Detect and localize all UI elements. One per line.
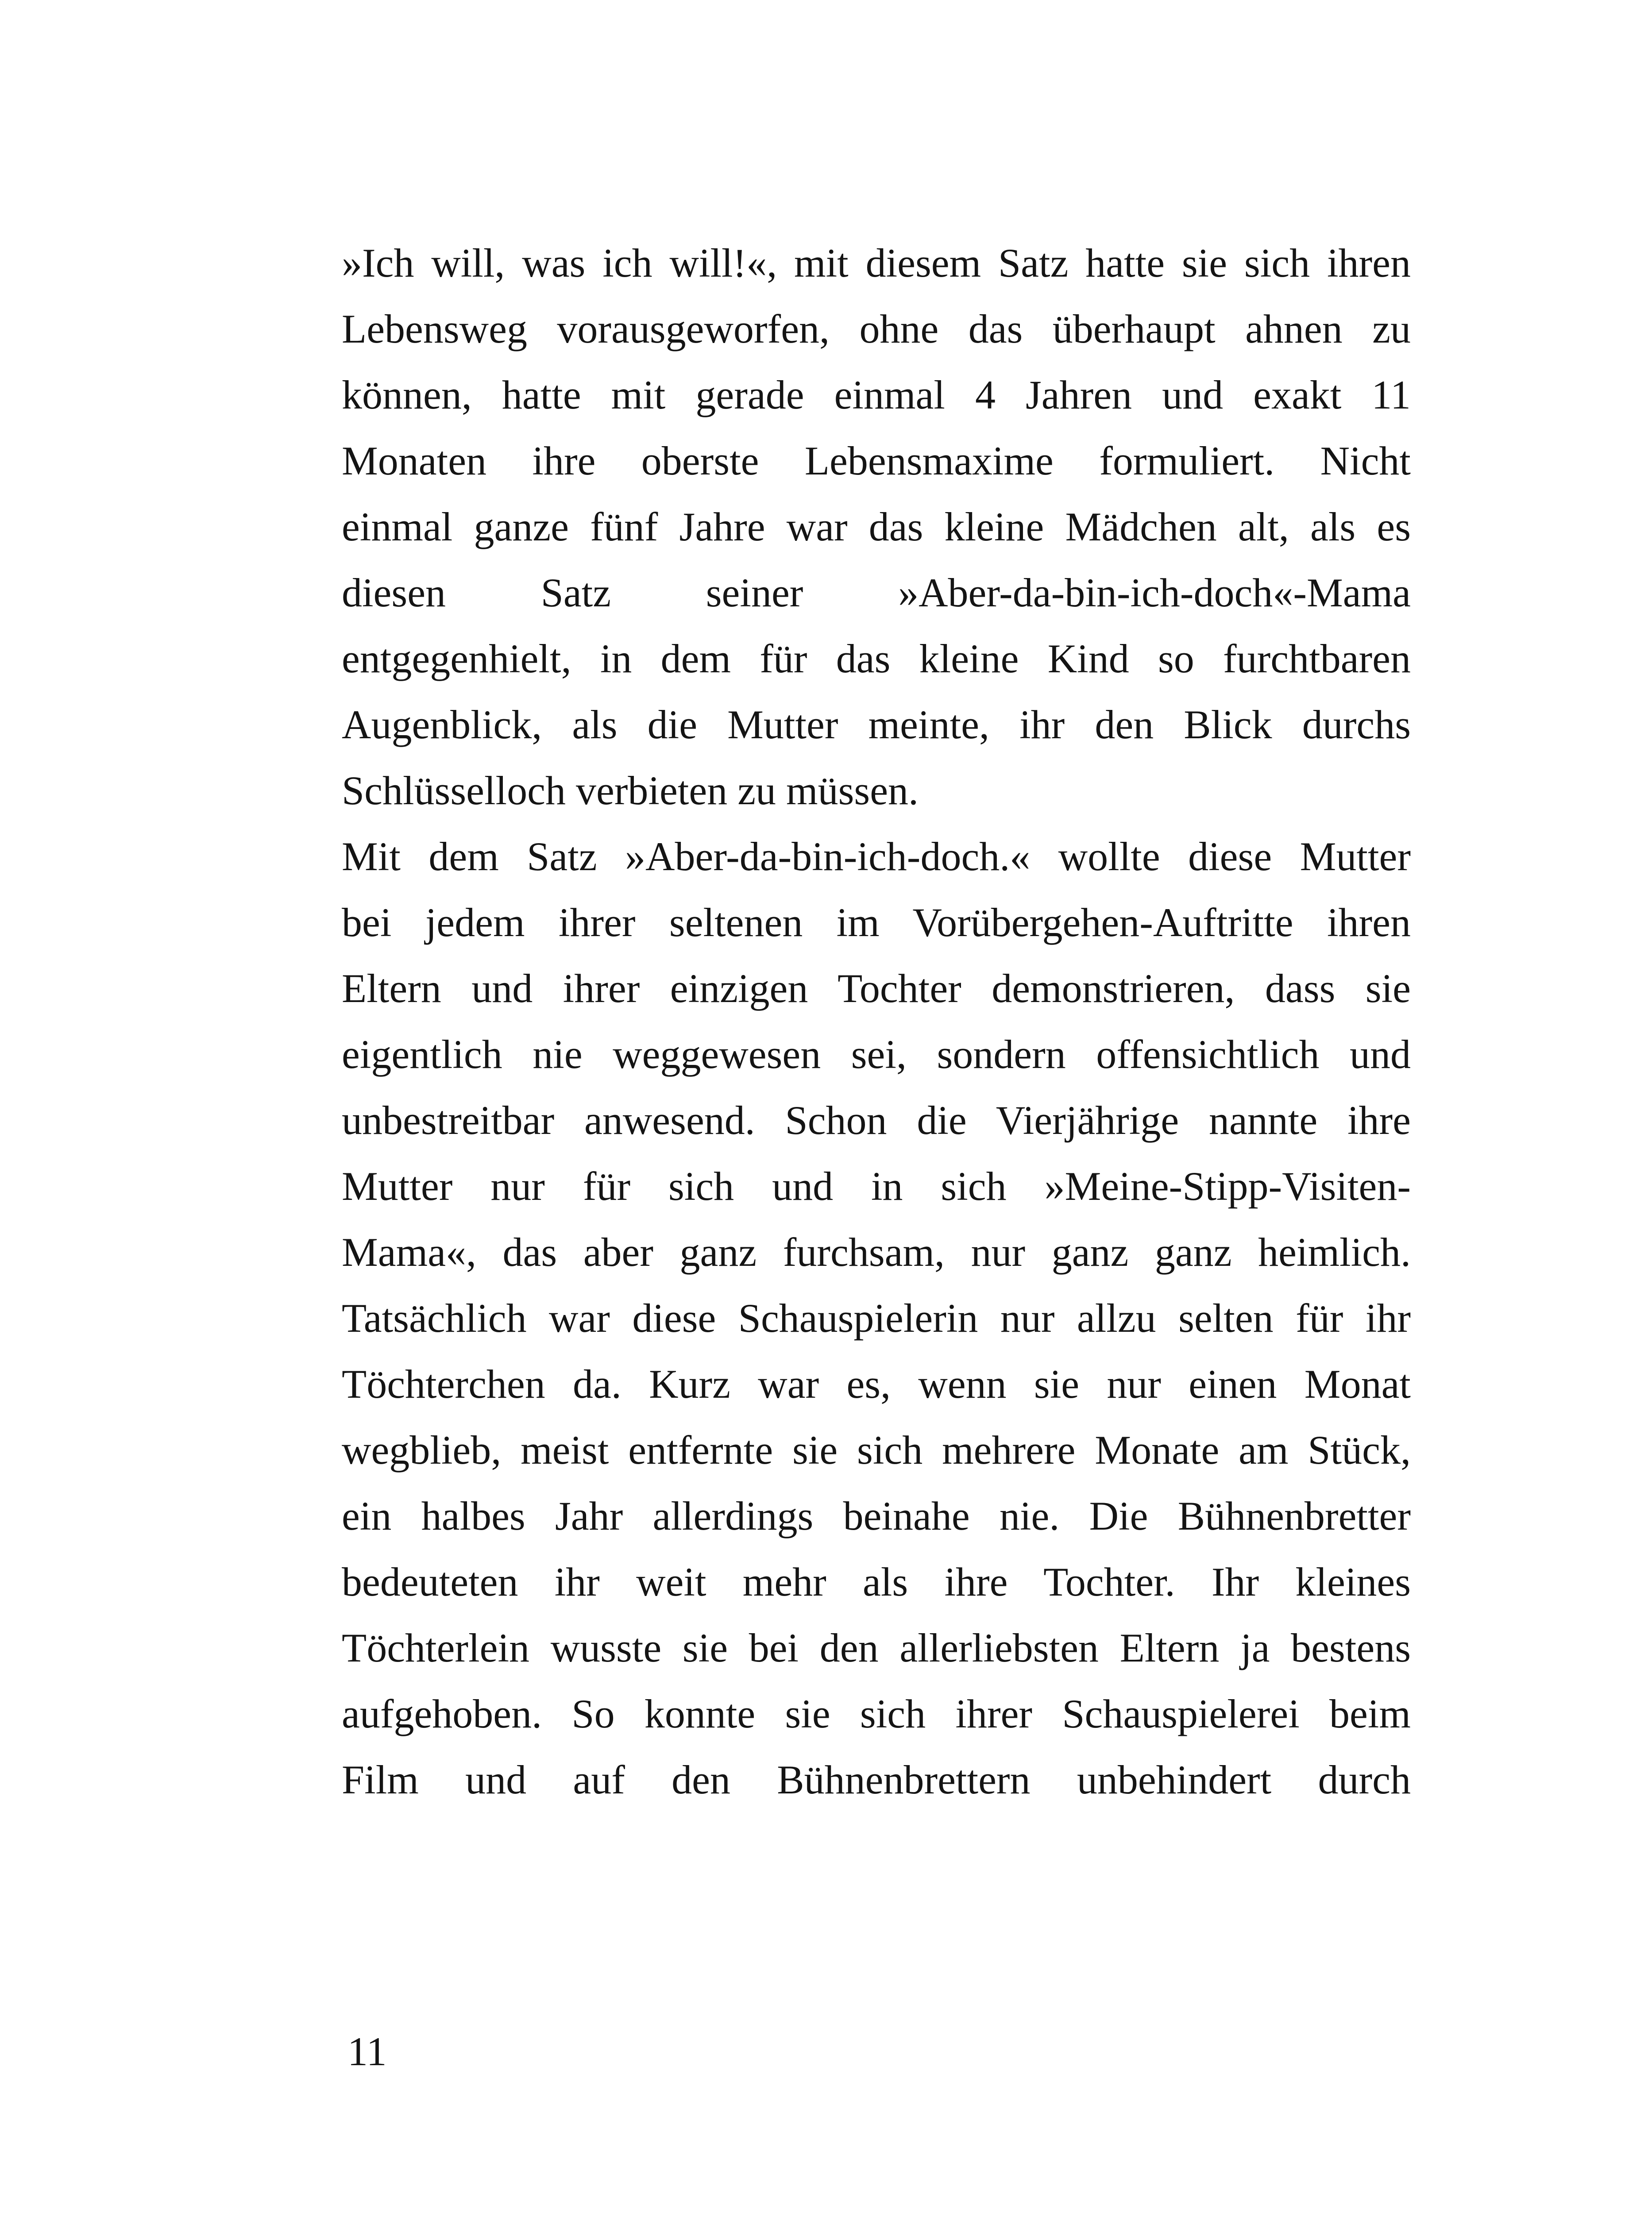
text-line: Monaten ihre oberste Lebensmaxime formuliert. Nicht xyxy=(342,438,1411,483)
text-line: einmal ganze fünf Jahre war das kleine Mädchen alt, als es xyxy=(342,504,1411,549)
body-text xyxy=(342,230,1411,1813)
text-line: Töchterchen da. Kurz war es, wenn sie nur einen Monat xyxy=(342,1361,1411,1407)
text-line: Schlüsselloch verbieten zu müssen. xyxy=(342,768,919,813)
text-line: Film und auf den Bühnenbrettern unbehindert durch xyxy=(342,1757,1411,1802)
text-line: aufgehoben. So konnte sie sich ihrer Schauspielerei beim xyxy=(342,1691,1411,1736)
paragraph-2 xyxy=(342,824,1411,1813)
text-line: unbestreitbar anwesend. Schon die Vierjährige nannte ihre xyxy=(342,1098,1411,1143)
text-line: »Ich will, was ich will!«, mit diesem Satz hatte sie sich ihren xyxy=(342,240,1411,285)
text-line: bedeuteten ihr weit mehr als ihre Tochter. Ihr kleines xyxy=(342,1559,1411,1604)
text-line: entgegenhielt, in dem für das kleine Kind so furchtbaren xyxy=(342,636,1411,681)
text-line: bei jedem ihrer seltenen im Vorübergehen-Auftritte ihren xyxy=(342,900,1411,945)
page-number: 11 xyxy=(347,2029,387,2074)
text-line: Mutter nur für sich und in sich »Meine-Stipp-Visiten- xyxy=(342,1164,1411,1209)
text-line: ein halbes Jahr allerdings beinahe nie. Die Bühnenbretter xyxy=(342,1493,1411,1538)
text-line: Tatsächlich war diese Schauspielerin nur allzu selten für ihr xyxy=(342,1295,1411,1341)
text-line: wegblieb, meist entfernte sie sich mehrere Monate am Stück, xyxy=(342,1427,1411,1473)
text-line: Augenblick, als die Mutter meinte, ihr den Blick durchs xyxy=(342,702,1411,747)
text-line: eigentlich nie weggewesen sei, sondern offensichtlich und xyxy=(342,1032,1411,1077)
text-line: Mit dem Satz »Aber-da-bin-ich-doch.« wollte diese Mutter xyxy=(342,834,1411,879)
text-line: diesen Satz seiner »Aber-da-bin-ich-doch«-Mama xyxy=(342,570,1411,615)
text-line: Lebensweg vorausgeworfen, ohne das überhaupt ahnen zu xyxy=(342,306,1411,351)
text-line: Töchterlein wusste sie bei den allerliebsten Eltern ja bestens xyxy=(342,1625,1411,1670)
text-line: können, hatte mit gerade einmal 4 Jahren und exakt 11 xyxy=(342,372,1411,417)
paragraph-1 xyxy=(342,230,1411,824)
text-line: Eltern und ihrer einzigen Tochter demonstrieren, dass sie xyxy=(342,966,1411,1011)
text-line: Mama«, das aber ganz furchsam, nur ganz ganz heimlich. xyxy=(342,1230,1411,1275)
